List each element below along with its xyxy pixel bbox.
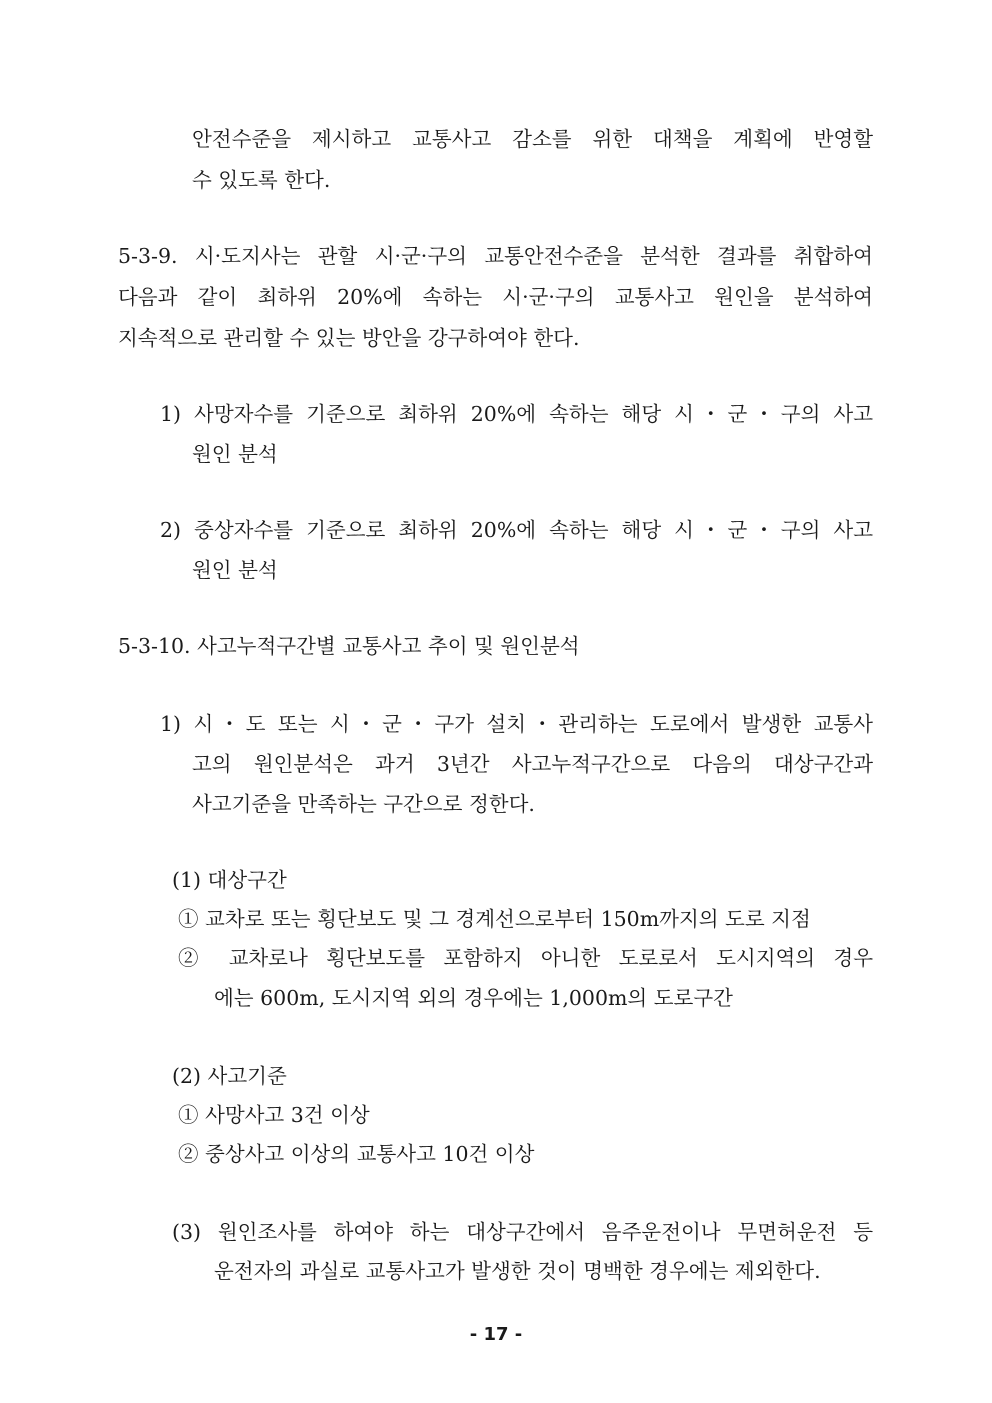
list-item: 1) 사망자수를 기준으로 최하위 20%에 속하는 해당 시・군・구의 사고: [160, 402, 873, 426]
paragraph-line: 지속적으로 관리할 수 있는 방안을 강구하여야 한다.: [118, 326, 580, 350]
list-item-continuation: 원인 분석: [192, 558, 278, 582]
sub-heading: (2) 사고기준: [172, 1064, 287, 1088]
sub-list-item: ① 사망사고 3건 이상: [178, 1103, 370, 1127]
section-heading-5-3-10: 5-3-10. 사고누적구간별 교통사고 추이 및 원인분석: [118, 634, 580, 658]
sub-heading: (1) 대상구간: [172, 868, 287, 892]
list-item: 1) 시・도 또는 시・군・구가 설치・관리하는 도로에서 발생한 교통사: [160, 712, 873, 736]
sub-list-item-continuation: 에는 600m, 도시지역 외의 경우에는 1,000m의 도로구간: [214, 986, 733, 1010]
paragraph-line: 수 있도록 한다.: [192, 168, 331, 192]
sub-list-item: ② 교차로나 횡단보도를 포함하지 아니한 도로로서 도시지역의 경우: [178, 946, 873, 970]
list-item-continuation: 고의 원인분석은 과거 3년간 사고누적구간으로 다음의 대상구간과: [192, 752, 873, 776]
section-heading-5-3-9: 5-3-9. 시·도지사는 관할 시·군·구의 교통안전수준을 분석한 결과를 취합하여: [118, 244, 873, 268]
list-item-continuation: 원인 분석: [192, 442, 278, 466]
sub-list-item: ① 교차로 또는 횡단보도 및 그 경계선으로부터 150m까지의 도로 지점: [178, 907, 811, 931]
paragraph-line: 안전수준을 제시하고 교통사고 감소를 위한 대책을 계획에 반영할: [192, 127, 873, 151]
list-item-continuation: 사고기준을 만족하는 구간으로 정한다.: [192, 792, 535, 816]
sub-heading: (3) 원인조사를 하여야 하는 대상구간에서 음주운전이나 무면허운전 등: [172, 1220, 873, 1244]
page-number: - 17 -: [469, 1324, 523, 1345]
sub-heading-continuation: 운전자의 과실로 교통사고가 발생한 것이 명백한 경우에는 제외한다.: [214, 1259, 821, 1283]
list-item: 2) 중상자수를 기준으로 최하위 20%에 속하는 해당 시・군・구의 사고: [160, 518, 873, 542]
sub-list-item: ② 중상사고 이상의 교통사고 10건 이상: [178, 1142, 535, 1166]
paragraph-line: 다음과 같이 최하위 20%에 속하는 시·군·구의 교통사고 원인을 분석하여: [118, 285, 873, 309]
